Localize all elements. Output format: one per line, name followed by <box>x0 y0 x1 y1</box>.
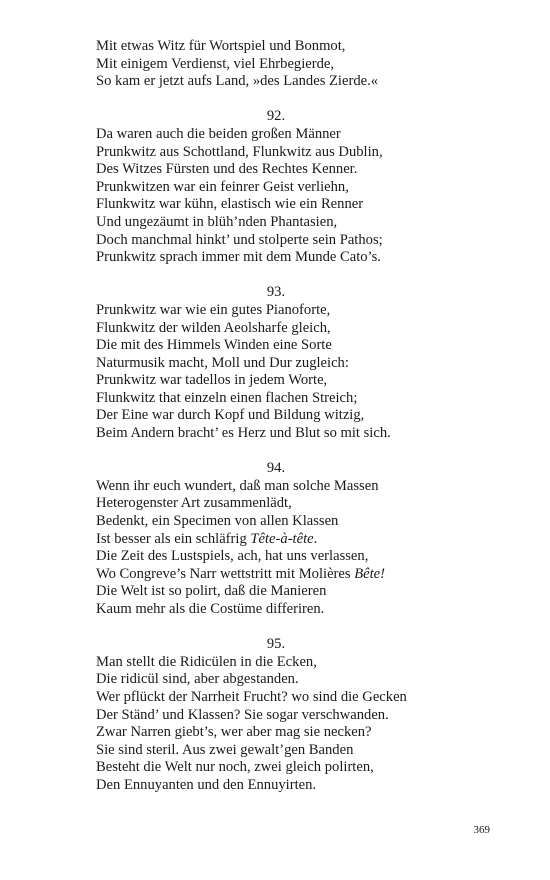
verse-line: Wenn ihr euch wundert, daß man solche Massen <box>96 477 379 494</box>
stanza-number: 92. <box>266 108 286 125</box>
verse-line: Flunkwitz that einzeln einen flachen Streich; <box>96 389 358 406</box>
verse-line: Flunkwitz war kühn, elastisch wie ein Renner <box>96 196 364 213</box>
page-number: 369 <box>473 824 490 836</box>
verse-line: Den Ennuyanten und den Ennuyirten. <box>96 776 317 793</box>
verse-line: Prunkwitz war wie ein gutes Pianoforte, <box>96 301 331 318</box>
stanza-95 <box>96 636 516 794</box>
stanza-93 <box>96 284 516 442</box>
verse-line: Der Eine war durch Kopf und Bildung witzig, <box>96 407 365 424</box>
stanza-number: 95. <box>266 636 286 653</box>
verse-line: Flunkwitz der wilden Aeolsharfe gleich, <box>96 319 331 336</box>
verse-line <box>96 566 516 584</box>
verse-line-text: Ist besser als ein schläfrig <box>96 530 251 547</box>
verse-line: Und ungezäumt in blüh’nden Phantasien, <box>96 213 338 230</box>
verse-line: Doch manchmal hinkt’ und stolperte sein Pathos; <box>96 231 383 248</box>
verse-line: Mit etwas Witz für Wortspiel und Bonmot, <box>96 38 346 54</box>
verse-line: Sie sind steril. Aus zwei gewalt’gen Banden <box>96 741 354 758</box>
verse-line: Die ridicül sind, aber abgestanden. <box>96 671 299 688</box>
verse-line: Heterogenster Art zusammenlädt, <box>96 495 292 512</box>
verse-line: Die mit des Himmels Winden eine Sorte <box>96 337 332 354</box>
verse-line-text: Wo Congreve’s Narr wettstritt mit Molières <box>96 565 355 582</box>
verse-line: Naturmusik macht, Moll und Dur zugleich: <box>96 354 349 371</box>
verse-line <box>96 531 516 549</box>
verse-line: Kaum mehr als die Costüme differiren. <box>96 601 325 617</box>
verse-line: Die Welt ist so polirt, daß die Manieren <box>96 583 327 600</box>
verse-line: Prunkwitz aus Schottland, Flunkwitz aus Dublin, <box>96 143 383 160</box>
italic-phrase: Tête-à-tête <box>250 530 314 547</box>
verse-line: Prunkwitzen war ein feinrer Geist verliehn, <box>96 178 349 195</box>
italic-phrase: Bête! <box>354 565 386 582</box>
verse-line: So kam er jetzt aufs Land, »des Landes Zierde.« <box>96 73 379 90</box>
verse-line: Prunkwitz sprach immer mit dem Munde Cato’s. <box>96 249 381 266</box>
stanza-92 <box>96 108 516 266</box>
stanza-94 <box>96 460 516 618</box>
stanza-continuation <box>96 38 516 91</box>
verse-line: Da waren auch die beiden großen Männer <box>96 125 341 142</box>
verse-line: Besteht die Welt nur noch, zwei gleich polirten, <box>96 759 374 776</box>
verse-line: Man stellt die Ridicülen in die Ecken, <box>96 653 317 670</box>
stanza-number: 94. <box>266 460 286 477</box>
verse-line: Wer pflückt der Narrheit Frucht? wo sind die Gecken <box>96 688 407 705</box>
verse-line-punctuation: . <box>313 530 318 547</box>
verse-line: Die Zeit des Lustspiels, ach, hat uns verlassen, <box>96 548 369 565</box>
verse-line: Prunkwitz war tadellos in jedem Worte, <box>96 372 328 389</box>
verse-line: Bedenkt, ein Specimen von allen Klassen <box>96 513 339 530</box>
verse-line: Beim Andern bracht’ es Herz und Blut so mit sich. <box>96 425 391 442</box>
stanza-number: 93. <box>266 284 286 301</box>
verse-line: Mit einigem Verdienst, viel Ehrbegierde, <box>96 55 335 72</box>
verse-line: Zwar Narren giebt’s, wer aber mag sie necken? <box>96 724 372 741</box>
poem-text <box>96 38 516 795</box>
verse-line: Des Witzes Fürsten und des Rechtes Kenner. <box>96 161 358 178</box>
verse-line: Der Ständ’ und Klassen? Sie sogar verschwanden. <box>96 706 389 723</box>
